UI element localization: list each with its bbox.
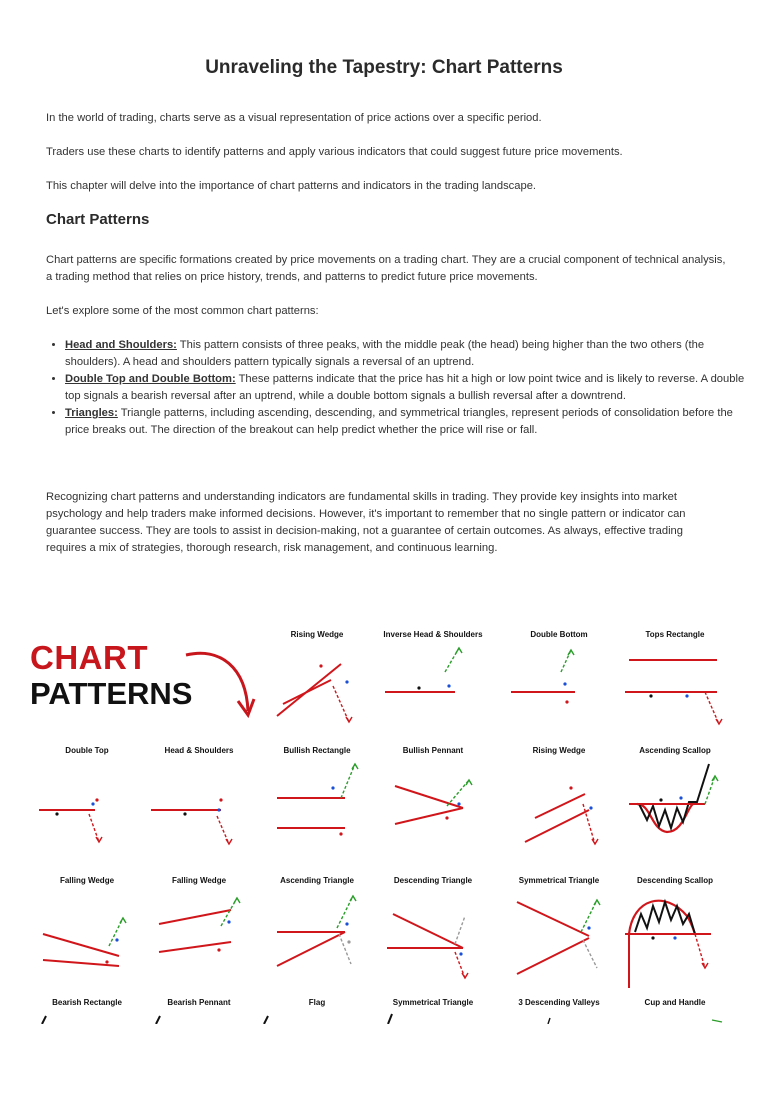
chart-patterns-banner xyxy=(30,640,192,712)
pattern-chart xyxy=(140,888,250,992)
pattern-caption: Inverse Head & Shoulders xyxy=(383,630,483,639)
pattern-thumbnail xyxy=(258,630,376,745)
pattern-caption: Flag xyxy=(308,998,326,1007)
pattern-chart xyxy=(374,642,484,746)
pattern-chart xyxy=(258,888,368,992)
pattern-thumbnail xyxy=(258,876,376,991)
pattern-thumbnail xyxy=(616,630,734,745)
bullet-text: This pattern consists of three peaks, with the middle peak (the head) being higher than the two others (the shoulders). A head and shoulders pattern typically signals a reversal of an uptrend. xyxy=(65,339,705,368)
pattern-caption: Bearish Rectangle xyxy=(52,998,122,1007)
pattern-thumbnail xyxy=(28,746,146,861)
bullet-text: Triangle patterns, including ascending, descending, and symmetrical triangles, represent periods of consolidation before the price breaks out. The direction of the breakout can help predict whether the price will rise or fall. xyxy=(65,407,733,436)
pattern-caption: Rising Wedge xyxy=(290,630,344,639)
explore-line: Let's explore some of the most common chart patterns: xyxy=(46,305,319,317)
pattern-caption: Falling Wedge xyxy=(171,876,227,885)
bullet-double-top-bottom xyxy=(65,371,745,405)
pattern-caption: Descending Triangle xyxy=(393,876,473,885)
section-paragraph: Chart patterns are specific formations created by price movements on a trading chart. They are a crucial component of technical analysis, a trading method that relies on price history, trends, and patterns to predict future price movements. xyxy=(46,254,726,283)
pattern-caption: Symmetrical Triangle xyxy=(518,876,600,885)
intro-paragraph-1: In the world of trading, charts serve as a visual representation of price actions over a specific period. xyxy=(46,112,542,124)
pattern-chart xyxy=(500,642,610,746)
curved-arrow-icon xyxy=(180,645,260,725)
pattern-chart xyxy=(374,758,484,862)
pattern-chart xyxy=(28,888,138,992)
pattern-bullet-list xyxy=(46,337,745,439)
pattern-thumbnail xyxy=(258,746,376,861)
bullet-triangles xyxy=(65,405,745,439)
bullet-text: These patterns indicate that the price has hit a high or low point twice and is likely to reverse. A double top signals a bearish reversal after an uptrend, while a double bottom signals a bullish reversal after a downtrend. xyxy=(65,373,745,402)
intro-paragraph-2: Traders use these charts to identify patterns and apply various indicators that could suggest future price movements. xyxy=(46,146,623,158)
pattern-thumbnail xyxy=(374,876,492,991)
pattern-thumbnail xyxy=(616,876,734,991)
pattern-chart xyxy=(258,642,368,746)
pattern-caption: Descending Scallop xyxy=(636,876,714,885)
pattern-thumbnail xyxy=(374,630,492,745)
pattern-caption: Falling Wedge xyxy=(59,876,115,885)
pattern-caption: Double Top xyxy=(65,746,109,755)
bullet-term: Double Top and Double Bottom: xyxy=(65,373,236,385)
bullet-term: Triangles: xyxy=(65,407,118,419)
section-heading: Chart Patterns xyxy=(46,211,150,228)
banner-line-1: CHART xyxy=(30,639,148,676)
pattern-caption: Rising Wedge xyxy=(532,746,586,755)
pattern-thumbnail xyxy=(140,876,258,991)
pattern-caption: Ascending Scallop xyxy=(639,746,711,755)
pattern-chart xyxy=(616,758,726,862)
pattern-chart xyxy=(500,758,610,862)
cropped-thumbnails-row xyxy=(0,1012,768,1024)
pattern-caption: Bearish Pennant xyxy=(167,998,231,1007)
bullet-term: Head and Shoulders: xyxy=(65,339,177,351)
pattern-chart xyxy=(616,642,726,746)
pattern-caption: Head & Shoulders xyxy=(164,746,234,755)
pattern-chart xyxy=(28,758,138,862)
pattern-caption: Cup and Handle xyxy=(644,998,706,1007)
pattern-thumbnail xyxy=(500,876,618,991)
pattern-chart xyxy=(616,888,726,992)
pattern-chart xyxy=(500,888,610,992)
pattern-chart xyxy=(374,888,484,992)
pattern-thumbnail xyxy=(28,876,146,991)
pattern-caption: 3 Descending Valleys xyxy=(518,998,600,1007)
pattern-chart xyxy=(140,758,250,862)
pattern-thumbnail xyxy=(140,746,258,861)
pattern-caption: Bullish Pennant xyxy=(402,746,464,755)
pattern-caption: Tops Rectangle xyxy=(645,630,705,639)
pattern-caption: Ascending Triangle xyxy=(280,876,354,885)
banner-line-2: PATTERNS xyxy=(30,676,193,711)
pattern-chart xyxy=(258,758,368,862)
pattern-caption: Bullish Rectangle xyxy=(283,746,351,755)
page-title: Unraveling the Tapestry: Chart Patterns xyxy=(205,57,563,78)
pattern-thumbnail xyxy=(500,630,618,745)
bullet-head-shoulders xyxy=(65,337,745,371)
closing-paragraph: Recognizing chart patterns and understanding indicators are fundamental skills in trading. They provide key insights into market psychology and help traders make informed decisions. However, it's important to remember that no single pattern or indicator can guarantee success. They are tools to assist in decision-making, not a guarantee of certain outcomes. As always, effective trading requires a mix of strategies, thorough research, risk management, and continuous learning. xyxy=(46,491,686,554)
pattern-caption: Double Bottom xyxy=(530,630,588,639)
pattern-thumbnail xyxy=(500,746,618,861)
pattern-thumbnail xyxy=(616,746,734,861)
pattern-caption: Symmetrical Triangle xyxy=(392,998,474,1007)
pattern-thumbnail xyxy=(374,746,492,861)
intro-paragraph-3: This chapter will delve into the importance of chart patterns and indicators in the trading landscape. xyxy=(46,180,537,192)
